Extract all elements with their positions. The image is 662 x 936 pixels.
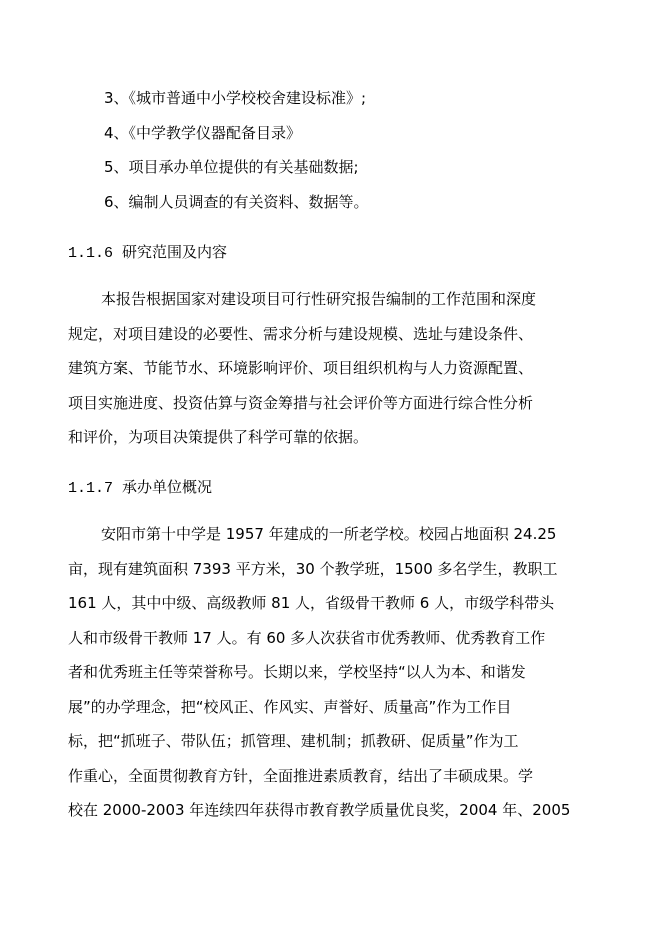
- paragraph-line: 和评价，为项目决策提供了科学可靠的依据。: [68, 428, 369, 446]
- section-number: 1.1.6: [68, 245, 114, 262]
- paragraph-line: 亩，现有建筑面积 7393 平方米，30 个教学班，1500 多名学生，教职工: [68, 560, 558, 578]
- section-heading-1-1-6: [68, 242, 227, 264]
- reference-item-3: 3、《城市普通中小学校校舍建设标准》;: [104, 89, 367, 107]
- paragraph-line: 规定，对项目建设的必要性、需求分析与建设规模、选址与建设条件、: [68, 325, 534, 343]
- reference-item-4: 4、《中学教学仪器配备目录》: [104, 124, 302, 142]
- paragraph-line: 者和优秀班主任等荣誉称号。长期以来，学校坚持“以人为本、和谐发: [68, 663, 526, 681]
- paragraph-line: 安阳市第十中学是 1957 年建成的一所老学校。校园占地面积 24.25: [101, 525, 557, 543]
- paragraph-line: 作重心，全面贯彻教育方针，全面推进素质教育，结出了丰硕成果。学: [68, 767, 534, 785]
- paragraph-line: 本报告根据国家对建设项目可行性研究报告编制的工作范围和深度: [101, 290, 537, 308]
- paragraph-line: 校在 2000-2003 年连续四年获得市教育教学质量优良奖，2004 年、2005: [68, 801, 571, 819]
- section-number: 1.1.7: [68, 480, 114, 497]
- paragraph-line: 161 人，其中中级、高级教师 81 人，省级骨干教师 6 人，市级学科带头: [68, 594, 555, 612]
- paragraph-line: 展”的办学理念，把“校风正、作风实、声誉好、质量高”作为工作目: [68, 698, 512, 716]
- paragraph-line: 标，把“抓班子、带队伍；抓管理、建机制；抓教研、促质量”作为工: [68, 732, 519, 750]
- section-heading-1-1-7: [68, 477, 212, 499]
- paragraph-line: 人和市级骨干教师 17 人。有 60 多人次获省市优秀教师、优秀教育工作: [68, 629, 546, 647]
- section-title: 研究范围及内容: [122, 243, 228, 261]
- paragraph-line: 建筑方案、节能节水、环境影响评价、项目组织机构与人力资源配置、: [68, 359, 534, 377]
- reference-item-5: 5、项目承办单位提供的有关基础数据;: [104, 158, 359, 176]
- paragraph-line: 项目实施进度、投资估算与资金筹措与社会评价等方面进行综合性分析: [68, 394, 534, 412]
- reference-item-6: 6、编制人员调查的有关资料、数据等。: [104, 193, 369, 211]
- section-title: 承办单位概况: [122, 478, 213, 496]
